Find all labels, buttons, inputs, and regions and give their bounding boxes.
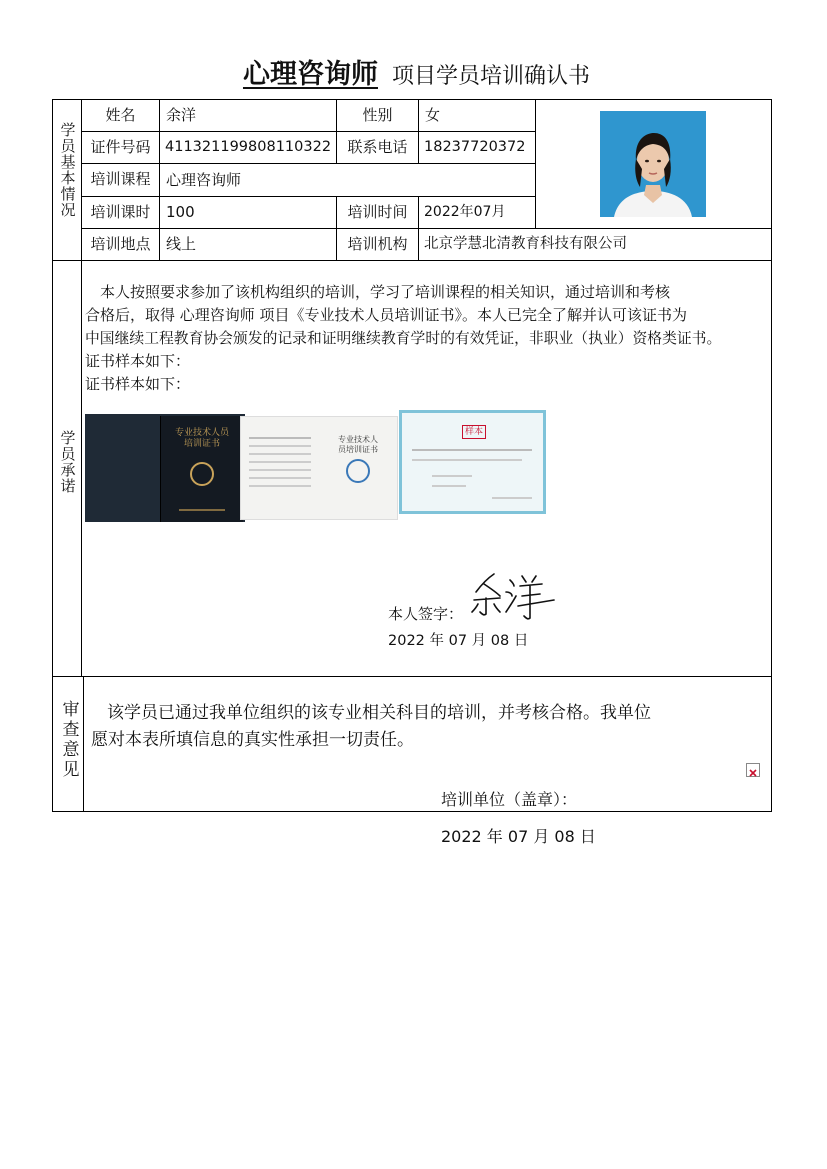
divider <box>52 676 772 677</box>
emblem-icon <box>190 462 214 486</box>
id-value: 411321199808110322 <box>165 139 332 155</box>
hours-label: 培训课时 <box>90 203 151 221</box>
emblem-icon <box>346 459 370 483</box>
hours-value: 100 <box>166 203 195 221</box>
commitment-date: 2022 年 07 月 08 日 <box>388 633 529 649</box>
sample-label-1: 证书样本如下： <box>85 352 191 370</box>
divider <box>418 99 419 163</box>
portrait-image <box>600 111 706 217</box>
org-label: 培训机构 <box>347 235 408 253</box>
gender-label: 性别 <box>362 106 393 124</box>
page-title <box>0 52 827 92</box>
review-line-2: 愿对本表所填信息的真实性承担一切责任。 <box>91 730 414 750</box>
place-value: 线上 <box>166 235 197 253</box>
sample-stamp: 样本 <box>462 425 486 439</box>
sample-label-2: 证书样本如下： <box>85 375 191 393</box>
time-label: 培训时间 <box>347 203 408 221</box>
certificate-inner-page <box>240 416 398 520</box>
name-label: 姓名 <box>105 106 136 124</box>
certificate-cover-title: 专业技术人员培训证书 <box>174 428 229 449</box>
certificate-inner-title: 专业技术人员培训证书 <box>338 435 378 454</box>
phone-value: 18237720372 <box>424 139 526 155</box>
divider <box>418 196 419 260</box>
certificate-front-cover <box>160 416 243 522</box>
divider <box>52 260 772 261</box>
divider <box>83 676 84 812</box>
gender-value: 女 <box>425 106 441 124</box>
phone-label: 联系电话 <box>347 138 408 156</box>
section-label-review: 审查意见 <box>58 700 79 780</box>
review-date: 2022 年 07 月 08 日 <box>441 827 596 846</box>
broken-image-icon <box>746 763 760 777</box>
title-rest: 项目学员培训确认书 <box>391 64 590 89</box>
course-value: 心理咨询师 <box>166 171 242 189</box>
section-label-basic-info: 学员基本情况 <box>58 122 77 218</box>
commitment-line-3: 中国继续工程教育协会颁发的记录和证明继续教育学时的有效凭证，非职业（执业）资格类证书。 <box>85 330 722 347</box>
section-label-commitment: 学员承诺 <box>58 430 77 494</box>
divider <box>535 99 536 228</box>
place-label: 培训地点 <box>90 235 151 253</box>
org-value: 北京学慧北清教育科技有限公司 <box>424 236 627 252</box>
commitment-line-1: 本人按照要求参加了该机构组织的培训，学习了培训课程的相关知识，通过培训和考核 <box>100 283 671 301</box>
time-value: 2022年07月 <box>424 204 506 220</box>
review-line-1: 该学员已通过我单位组织的该专业相关科目的培训，并考核合格。我单位 <box>107 703 651 723</box>
signature-image <box>470 570 566 622</box>
id-label: 证件号码 <box>90 138 151 156</box>
course-label: 培训课程 <box>90 170 151 188</box>
seal-label: 培训单位（盖章）： <box>441 790 578 809</box>
commitment-line-2: 合格后，取得 心理咨询师 项目《专业技术人员培训证书》。本人已完全了解并认可该证书为 <box>85 306 688 324</box>
certificate-sample-page <box>399 410 546 514</box>
avatar <box>600 111 706 217</box>
signature-label: 本人签字： <box>388 605 464 623</box>
name-value: 余洋 <box>166 106 197 124</box>
title-main: 心理咨询师 <box>242 59 378 90</box>
divider <box>159 99 160 260</box>
